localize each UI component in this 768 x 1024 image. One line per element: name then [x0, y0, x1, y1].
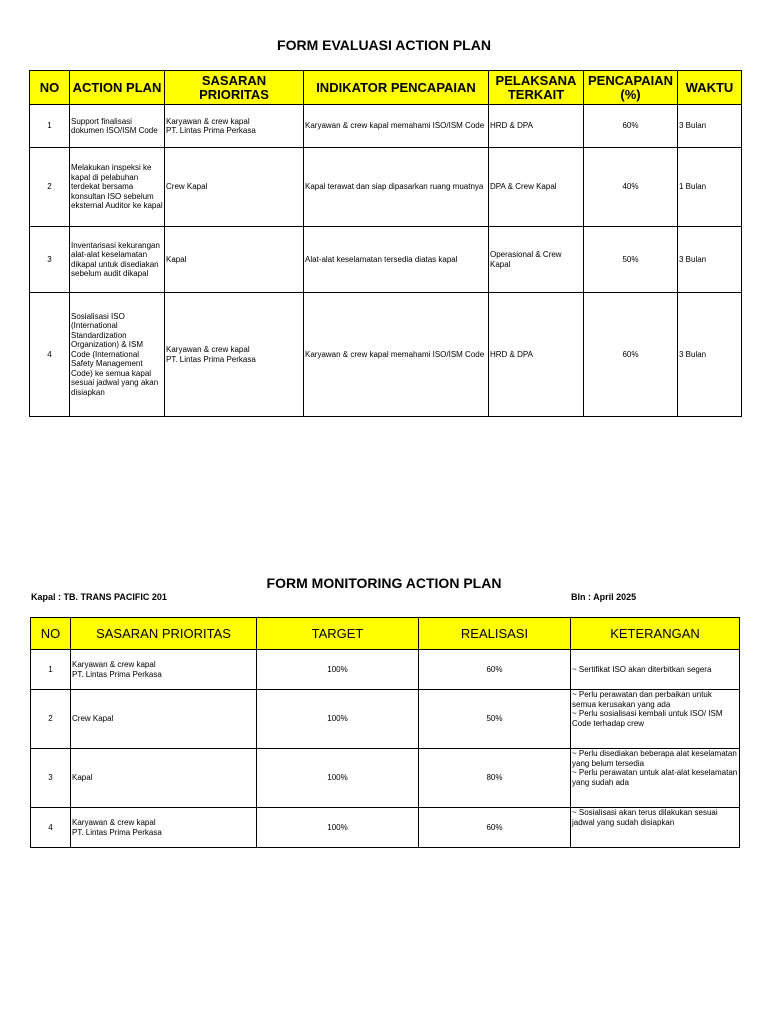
cell-no: 1 — [31, 650, 71, 690]
cell-pencapaian: 60% — [584, 105, 678, 148]
cell-sasaran: Karyawan & crew kapal PT. Lintas Prima Perkasa — [71, 808, 257, 848]
cell-action-plan: Inventarisasi kekurangan alat-alat keselamatan dikapal untuk disediakan sebelum audit dikapal — [70, 227, 165, 293]
cell-pelaksana: HRD & DPA — [489, 293, 584, 417]
evaluasi-table — [29, 70, 742, 417]
cell-sasaran: Kapal — [71, 749, 257, 808]
cell-pencapaian: 40% — [584, 148, 678, 227]
cell-pelaksana: Operasional & Crew Kapal — [489, 227, 584, 293]
cell-sasaran: Karyawan & crew kapal PT. Lintas Prima Perkasa — [71, 650, 257, 690]
cell-waktu: 3 Bulan — [678, 105, 742, 148]
cell-keterangan: ~ Sertifikat ISO akan diterbitkan segera — [571, 650, 740, 690]
cell-no: 1 — [30, 105, 70, 148]
cell-pencapaian: 60% — [584, 293, 678, 417]
cell-waktu: 1 Bulan — [678, 148, 742, 227]
cell-no: 4 — [31, 808, 71, 848]
table-row — [30, 105, 742, 148]
monitoring-title: FORM MONITORING ACTION PLAN — [266, 575, 502, 591]
table-row — [31, 749, 740, 808]
table-row — [30, 293, 742, 417]
cell-sasaran: Crew Kapal — [165, 148, 304, 227]
cell-pelaksana: HRD & DPA — [489, 105, 584, 148]
cell-target: 100% — [257, 650, 419, 690]
header-action-plan: ACTION PLAN — [70, 71, 165, 105]
cell-waktu: 3 Bulan — [678, 293, 742, 417]
evaluasi-title: FORM EVALUASI ACTION PLAN — [277, 37, 491, 53]
monitoring-table — [30, 617, 740, 848]
header-indikator-pencapaian: INDIKATOR PENCAPAIAN — [304, 71, 489, 105]
header-realisasi: REALISASI — [419, 618, 571, 650]
header-pencapaian: PENCAPAIAN (%) — [584, 71, 678, 105]
header-target: TARGET — [257, 618, 419, 650]
cell-realisasi: 80% — [419, 749, 571, 808]
cell-keterangan: ~ Perlu perawatan dan perbaikan untuk semua kerusakan yang ada ~ Perlu sosialisasi kembali untuk ISO/ ISM Code terhadap crew — [571, 690, 740, 749]
cell-indikator: Alat-alat keselamatan tersedia diatas kapal — [304, 227, 489, 293]
header-pelaksana-terkait: PELAKSANA TERKAIT — [489, 71, 584, 105]
cell-action-plan: Sosialisasi ISO (International Standardization Organization) & ISM Code (International Safety Management Code) ke semua kapal sesuai jadwal yang akan disiapkan — [70, 293, 165, 417]
cell-target: 100% — [257, 690, 419, 749]
cell-no: 4 — [30, 293, 70, 417]
header-no: NO — [30, 71, 70, 105]
evaluasi-header-row — [30, 71, 742, 105]
cell-indikator: Karyawan & crew kapal memahami ISO/ISM Code — [304, 293, 489, 417]
cell-waktu: 3 Bulan — [678, 227, 742, 293]
cell-no: 2 — [31, 690, 71, 749]
table-row — [31, 808, 740, 848]
bulan-label: Bln : April 2025 — [571, 592, 637, 602]
table-row — [30, 227, 742, 293]
cell-no: 2 — [30, 148, 70, 227]
cell-pelaksana: DPA & Crew Kapal — [489, 148, 584, 227]
kapal-label: Kapal : TB. TRANS PACIFIC 201 — [31, 592, 167, 602]
table-row — [31, 650, 740, 690]
monitoring-header-row — [31, 618, 740, 650]
cell-action-plan: Support finalisasi dokumen ISO/ISM Code — [70, 105, 165, 148]
cell-sasaran: Karyawan & crew kapal PT. Lintas Prima Perkasa — [165, 293, 304, 417]
cell-keterangan: ~ Perlu disediakan beberapa alat keselamatan yang belum tersedia ~ Perlu perawatan untuk alat-alat keselamatan yang sudah ada — [571, 749, 740, 808]
cell-action-plan: Melakukan inspeksi ke kapal di pelabuhan terdekat bersama konsultan ISO sebelum eksternal Auditor ke kapal — [70, 148, 165, 227]
header-sasaran-prioritas: SASARAN PRIORITAS — [165, 71, 304, 105]
cell-target: 100% — [257, 749, 419, 808]
header-no: NO — [31, 618, 71, 650]
header-sasaran-prioritas: SASARAN PRIORITAS — [71, 618, 257, 650]
cell-target: 100% — [257, 808, 419, 848]
cell-no: 3 — [30, 227, 70, 293]
cell-indikator: Kapal terawat dan siap dipasarkan ruang muatnya — [304, 148, 489, 227]
cell-no: 3 — [31, 749, 71, 808]
table-row — [31, 690, 740, 749]
cell-indikator: Karyawan & crew kapal memahami ISO/ISM Code — [304, 105, 489, 148]
cell-pencapaian: 50% — [584, 227, 678, 293]
cell-sasaran: Crew Kapal — [71, 690, 257, 749]
cell-realisasi: 60% — [419, 808, 571, 848]
cell-realisasi: 50% — [419, 690, 571, 749]
header-waktu: WAKTU — [678, 71, 742, 105]
cell-sasaran: Karyawan & crew kapal PT. Lintas Prima Perkasa — [165, 105, 304, 148]
cell-sasaran: Kapal — [165, 227, 304, 293]
table-row — [30, 148, 742, 227]
cell-realisasi: 60% — [419, 650, 571, 690]
header-keterangan: KETERANGAN — [571, 618, 740, 650]
cell-keterangan: ~ Sosialisasi akan terus dilakukan sesuai jadwal yang sudah disiapkan — [571, 808, 740, 848]
